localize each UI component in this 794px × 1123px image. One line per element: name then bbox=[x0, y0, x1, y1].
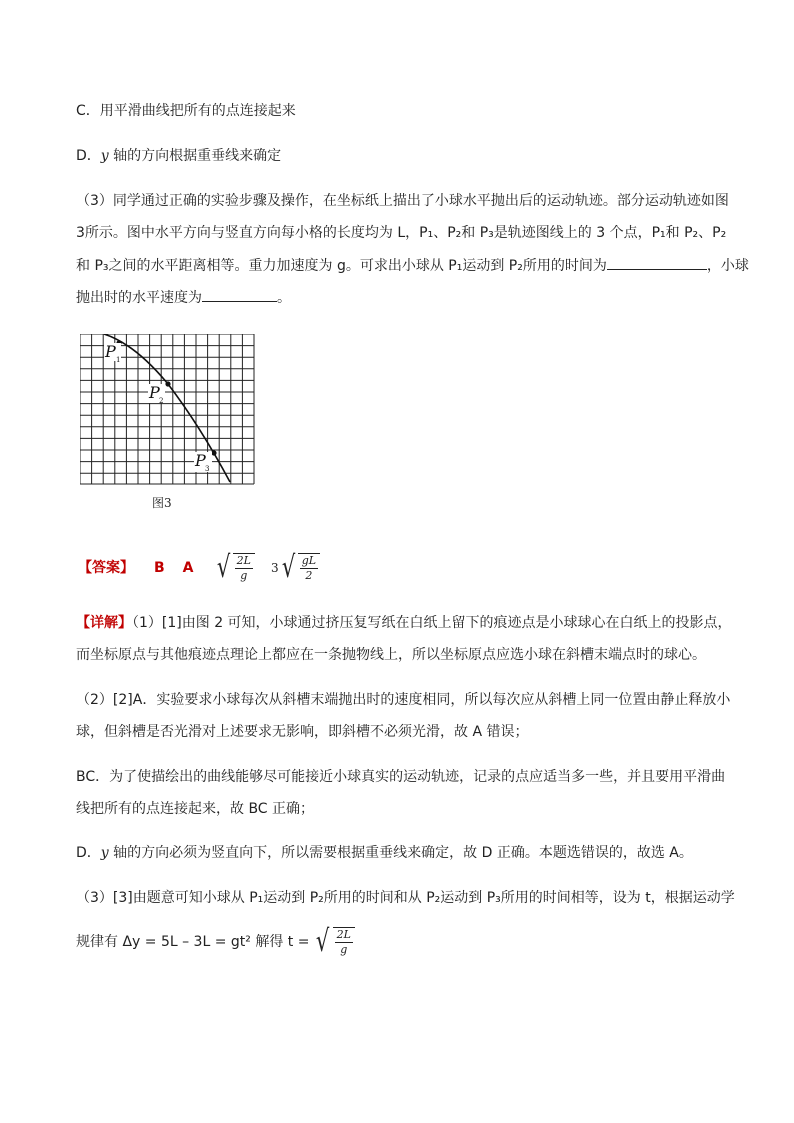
detail-3-line-1 bbox=[76, 888, 735, 908]
detail-bc-b: 线把所有的点连接起来，故 BC 正确； bbox=[76, 801, 315, 817]
ans3-den: g bbox=[240, 569, 248, 582]
option-d bbox=[76, 146, 281, 166]
detail-label: 【详解】 bbox=[76, 615, 132, 631]
detail-2a: （2）[2]A．实验要求小球每次从斜槽末端抛出时的速度相同，所以每次应从斜槽上同一位置由静止释放小 bbox=[76, 692, 731, 708]
trajectory-graph bbox=[80, 334, 255, 486]
detail-2-line-1 bbox=[76, 690, 730, 710]
detail-bc-line-2 bbox=[76, 799, 314, 819]
question-3-line-1 bbox=[76, 191, 729, 211]
ans4-den: 2 bbox=[305, 569, 313, 582]
question-3-line-4 bbox=[76, 287, 291, 308]
label-p1: P bbox=[105, 342, 116, 361]
detail-3-line-2 bbox=[76, 922, 355, 962]
answer-3-fraction bbox=[233, 553, 255, 588]
answer-label: 【答案】 bbox=[78, 560, 134, 576]
q3-text-2: 3所示。图中水平方向与竖直方向每小格的长度均为 L，P₁、P₂和 P₃是轨迹图线上的 3 个点，P₁和 P₂、P₂ bbox=[76, 225, 727, 241]
option-c bbox=[76, 101, 296, 121]
sqrt-sign: √ bbox=[216, 550, 230, 585]
detail-bc-line-1 bbox=[76, 767, 725, 787]
ans4-num: gL bbox=[301, 554, 317, 567]
option-c-text: C．用平滑曲线把所有的点连接起来 bbox=[76, 103, 296, 119]
label-p2: P bbox=[149, 383, 160, 402]
option-d-text: 轴的方向根据重垂线来确定 bbox=[108, 148, 282, 164]
answer-blank-velocity[interactable] bbox=[202, 287, 277, 302]
answer-4-fraction bbox=[298, 553, 320, 588]
q3-text-4a: 抛出时的水平速度为 bbox=[76, 290, 202, 306]
detail-2-line-2 bbox=[76, 722, 528, 742]
label-p3-sub: 3 bbox=[205, 465, 210, 473]
detail-1a: （1）[1]由图 2 可知，小球通过挤压复写纸在白纸上留下的痕迹点是小球球心在白纸上的投影点， bbox=[132, 615, 732, 631]
detail-3-den: g bbox=[340, 943, 348, 956]
detail-3-formula bbox=[313, 922, 354, 962]
detail-bc-a: BC．为了使描绘出的曲线能够尽可能接近小球真实的运动轨迹，记录的点应适当多一些，并且要用平滑曲 bbox=[76, 769, 726, 785]
q3-text-3a: 和 P₃之间的水平距离相等。重力加速度为 g。可求出小球从 P₁运动到 P₂所用的时间为 bbox=[76, 258, 607, 274]
point-p2 bbox=[165, 381, 170, 386]
detail-d-var: y bbox=[100, 845, 109, 861]
answer-2: A bbox=[182, 560, 194, 576]
detail-d-line bbox=[76, 843, 693, 863]
detail-1-line-2 bbox=[76, 645, 706, 665]
question-3-line-2 bbox=[76, 223, 726, 243]
detail-3a: （3）[3]由题意可知小球从 P₁运动到 P₂所用的时间和从 P₂运动到 P₃所用的时间相等，设为 t，根据运动学 bbox=[76, 890, 735, 906]
q3-text-4b: 。 bbox=[277, 290, 291, 306]
label-p3: P bbox=[195, 451, 206, 470]
detail-d-text: 轴的方向必须为竖直向下，所以需要根据重垂线来确定，故 D 正确。本题选错误的，故选 A。 bbox=[108, 845, 693, 861]
option-d-prefix: D． bbox=[76, 148, 101, 164]
answer-4-formula bbox=[279, 548, 320, 588]
detail-3b: 规律有 Δy = 5L – 3L = gt² 解得 t = bbox=[76, 934, 310, 950]
q3-text-1: （3）同学通过正确的实验步骤及操作，在坐标纸上描出了小球水平抛出后的运动轨迹。部分运动轨迹如图 bbox=[76, 193, 729, 209]
label-p1-sub: 1 bbox=[116, 356, 121, 364]
point-p3 bbox=[211, 450, 216, 455]
detail-d-prefix: D． bbox=[76, 845, 101, 861]
detail-2b: 球，但斜槽是否光滑对上述要求无影响，即斜槽不必须光滑，故 A 错误； bbox=[76, 724, 529, 740]
figure-caption: 图3 bbox=[152, 496, 172, 510]
detail-1-line-1 bbox=[76, 613, 732, 633]
option-d-var: y bbox=[100, 148, 109, 164]
question-3-line-3 bbox=[76, 255, 749, 276]
label-p2-sub: 2 bbox=[159, 397, 164, 405]
q3-text-3b: ，小球 bbox=[706, 258, 749, 274]
detail-3-fraction bbox=[333, 927, 355, 962]
sqrt-sign-2: √ bbox=[281, 550, 295, 585]
answer-1: B bbox=[154, 560, 165, 576]
detail-1b: 而坐标原点与其他痕迹点理论上都应在一条抛物线上，所以坐标原点应选小球在斜槽末端点时的球心。 bbox=[76, 647, 706, 663]
answer-3-formula bbox=[214, 548, 255, 588]
detail-3-num: 2L bbox=[336, 928, 351, 941]
answer-blank-time[interactable] bbox=[607, 255, 707, 270]
answer-row bbox=[78, 548, 320, 588]
answer-4-coef: 3 bbox=[270, 561, 279, 575]
sqrt-sign-3: √ bbox=[316, 924, 330, 959]
figure-3-grid bbox=[80, 334, 255, 490]
ans3-num: 2L bbox=[236, 554, 251, 567]
